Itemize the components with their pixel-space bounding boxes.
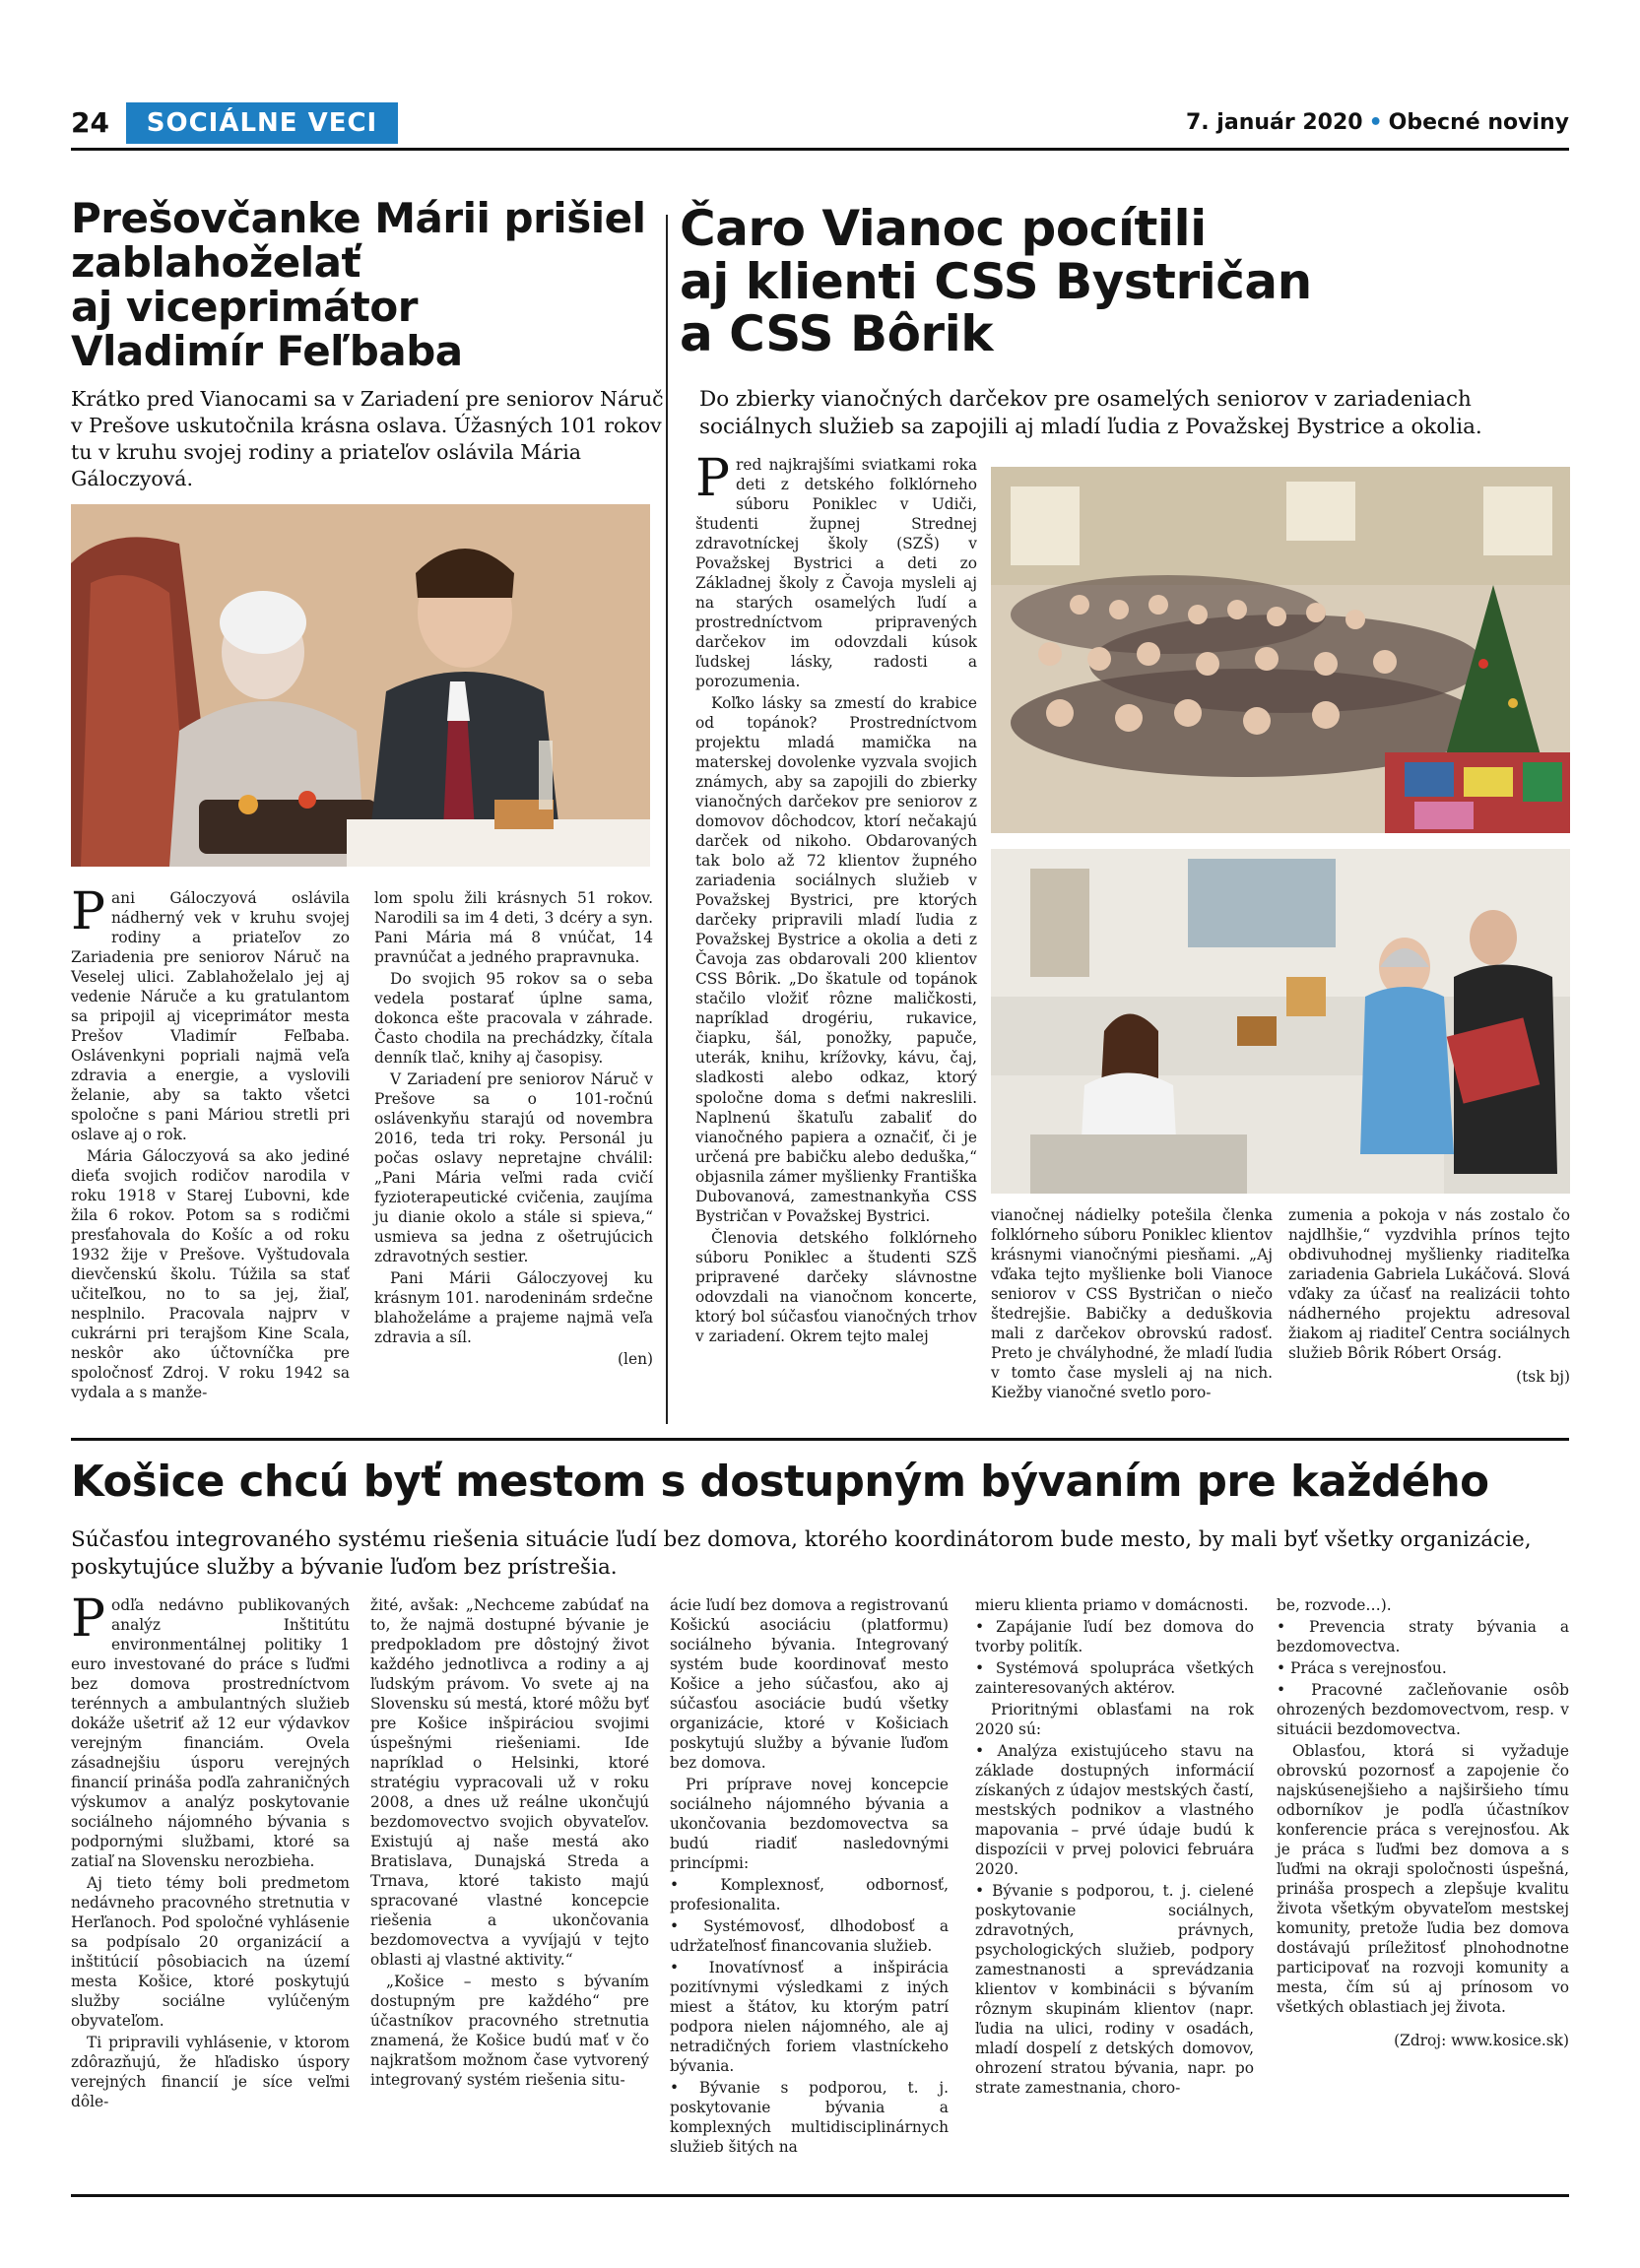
paragraph: žité, avšak: „Nechceme zabúdať na to, že najmä dostupné bývanie je predpokladom pre dôstojný život každého jednotlivca a rodiny a aj ľudským právom. Vo svete aj na Slovensku sú mestá, ktoré môžu byť pre Košice inšpiráciou svojimi úspešnými riešeniami. Ide napríklad o Helsinki, ktoré stratégiu vypracovali už v roku 2008, a dnes už reálne ukončujú bezdomovectvo svojich obyvateľov. Existujú aj naše mestá ako Bratislava, Dunajská Streda a Trnava, ktoré takisto majú spracované vlastné koncepcie riešenia a ukončovania bezdomovectva a vyvíjajú v tejto oblasti aj vlastné aktivity.“ — [370, 1596, 649, 1970]
article1-column-1 — [71, 882, 350, 1404]
article3-column-1 — [71, 1589, 350, 2113]
paragraph: Do svojich 95 rokov sa o seba vedela postarať úplne sama, dokonca ešte pracovala v záhrade. Často chodila na prechádzky, čítala denník tlač, knihy aj časopisy. — [374, 970, 653, 1068]
paragraph: Pani Márii Gáloczyovej ku krásnym 101. narodeninám srdečne blahoželáme a prajeme najmä veľa zdravia a síl. — [374, 1269, 653, 1347]
paragraph: Oblasťou, ktorá si vyžaduje obrovskú pozornosť a zapojenie čo najskúsenejšieho a najširšieho tímu odborníkov je podľa účastníkov konferencie práca s verejnosťou. Ak je práca s ľuďmi bez domova a s ľuďmi na okraji spoločnosti úspešná, prináša prospech a zlepšuje kvalitu života všetkým obyvateľom mestskej komunity, pretože ľudia bez domova dostávajú príležitosť plnohodnotne participovať na rozvoji komunity a mesta, čím sú aj prínosom vo všetkých oblastiach jej života. — [1277, 1742, 1569, 2017]
separator-bullet: • — [1368, 110, 1383, 135]
article2-photo-gifts — [991, 849, 1570, 1194]
header-rule — [71, 148, 1569, 151]
article2-headline — [680, 200, 1566, 362]
footer-rule — [71, 2194, 1569, 2197]
article2-headline-line: Čaro Vianoc pocítili — [680, 200, 1207, 257]
list-item: • Systémovosť, dlhodobosť a udržateľnosť financovania služieb. — [670, 1917, 949, 1956]
list-item: • Pracovné začleňovanie osôb ohrozených bezdomovectvom, resp. v situácii bezdomovectva. — [1277, 1681, 1569, 1739]
list-item: • Bývanie s podporou, t. j. poskytovanie bývania a komplexných multidisciplinárnych služieb šitých na — [670, 2079, 949, 2157]
list-item: • Analýza existujúceho stavu na základe dostupných informácií získaných z údajov mestských častí, mestských podnikov a vlastného mapovania – prvé údaje budú k dispozícii v prvej polovici februára 2020. — [975, 1742, 1254, 1879]
paragraph: be, rozvode…). — [1277, 1596, 1392, 1614]
article1-signature: (len) — [618, 1350, 653, 1369]
paragraph: Aj tieto témy boli predmetom nedávneho pracovného stretnutia v Herľanoch. Pod spoločné vyhlásenie sa podpísalo 20 organizácií a inštitúcií pôsobiacich na území mesta Košice, ktoré poskytujú služby sociálne vylúčeným obyvateľom. — [71, 1874, 350, 2031]
paragraph: Koľko lásky sa zmestí do krabice od topánok? Prostredníctvom projektu mladá mamička na materskej dovolenke vyzvala svojich známych, aby sa zapojili do zbierky vianočných darčekov pre seniorov z domovov dôchodcov, ktorí nečakajú darček od nikoho. Obdarovaných tak bolo až 72 klientov župného zariadenia sociálnych služieb v Považskej Bystrici, pre ktorých darčeky pripravili mladí ľudia z Považskej Bystrice a okolia a deti z Čavoja zas obdarovali 200 klientov CSS Bôrik. „Do škatule od topánok stačilo vložiť rôzne maličkosti, napríklad drogériu, rukavice, čiapku, šál, ponožky, papuče, uterák, knihu, krížovky, kávu, čaj, sladkosti alebo odkaz, ktorý spoločne doma s deťmi nakreslili. Naplnenú škatuľu zabaliť do vianočného papiera a označiť, či je určená pre babičku alebo deduška,“ objasnila zámer myšlienky Františka Dubovanová, zamestnankyňa CSS Bystričan v Považskej Bystrici. — [695, 694, 977, 1225]
issue-date-line — [1186, 110, 1569, 135]
paragraph: „Košice – mesto s bývaním dostupným pre každého“ pre účastníkov pracovného stretnutia znamená, že Košice budú mať v čo najkratšom možnom čase vytvorený integrovaný systém riešenia situ- — [370, 1973, 649, 2090]
article2-column-3 — [1288, 1205, 1570, 1389]
article3-column-4 — [975, 1595, 1254, 2100]
article3-column-2 — [370, 1595, 649, 2092]
article2-photo-audience — [991, 467, 1570, 833]
paragraph: ani Gáloczyová oslávila nádherný vek v kruhu svojej rodiny a priateľov zo Zariadenia pre seniorov Náruč na Veselej ulici. Zablahoželalo jej aj vedenie Náruče a ku gratulantom sa pripojil aj viceprimátor mesta Prešov Vladimír Feľbaba. Oslávenkyni popriali najmä veľa zdravia a energie, a vyslovili želanie, aby sa takto všetci spoločne s pani Máriou stretli pri oslave aj o rok. — [71, 889, 350, 1144]
section-rule — [71, 1438, 1569, 1441]
article3-signature: (Zdroj: www.kosice.sk) — [1394, 2032, 1569, 2050]
paragraph: zumenia a pokoja v nás zostalo čo najdlhšie,“ vyzdvihla prínos tejto obdivuhodnej myšlienky riaditeľka zariadenia Gabriela Lukáčová. Slová vďaky za účasť na realizácii tohto nádherného projektu adresoval žiakom aj riaditeľ Centra sociálnych služieb Bôrik Róbert Orság. — [1288, 1206, 1570, 1363]
article3-column-3 — [670, 1595, 949, 2159]
paragraph: Pri príprave novej koncepcie sociálneho nájomného bývania a ukončovania bezdomovectva sa budú riadiť nasledovnými princípmi: — [670, 1776, 949, 1873]
paragraph: red najkrajšími sviatkami roka deti z detského folklórneho súboru Poniklec v Udiči, študenti župnej Strednej zdravotníckej školy (SZŠ) v Považskej Bystrici a deti zo Základnej školy z Čavoja mysleli aj na starých osamelých ľudí a prostredníctvom pripravených darčekov im odovzdali kúsok ľudskej lásky, radosti a porozumenia. — [695, 456, 977, 691]
article1-headline-line: aj viceprimátor — [71, 282, 418, 331]
paragraph: Prioritnými oblasťami na rok 2020 sú: — [975, 1701, 1254, 1739]
article1-headline-line: zablahoželať — [71, 237, 361, 287]
paragraph: mieru klienta priamo v domácnosti. — [975, 1596, 1249, 1614]
list-item: • Bývanie s podporou, t. j. cielené poskytovanie sociálnych, zdravotných, právnych, psychologických služieb, podpory zamestnanosti a sprevádzania klientov v kombinácii s bývaním rôznym skupinám klientov (napr. ľudia na ulici, rodiny v osadách, mladí dospelí z detských domovov, ohrození stratou bývania, napr. po strate zamestnania, choro- — [975, 1882, 1254, 2098]
article1-headline — [71, 194, 682, 375]
column-divider — [666, 215, 668, 1424]
article2-lead: Do zbierky vianočných darčekov pre osamelých seniorov v zariadeniach sociálnych služieb sa zapojili aj mladí ľudia z Považskej Bystrice a okolia. — [699, 387, 1482, 440]
article1-dropcap: P — [71, 882, 105, 941]
article1-photo — [71, 504, 650, 867]
issue-date: 7. január 2020 — [1185, 110, 1363, 135]
list-item: • Inovatívnosť a inšpirácia pozitívnymi výsledkami z iných miest a štátov, ku ktorým patrí podpora nielen nájomného, ale aj netradičných foriem vlastníckeho bývania. — [670, 1959, 949, 2076]
paragraph: ácie ľudí bez domova a registrovanú Košickú asociáciu (platformu) sociálneho bývania. Integrovaný systém bude koordinovať mesto Košice a jeho súčasťou, ako aj súčasťou asociácie budú všetky organizácie, ktoré v Košiciach poskytujú služby a bývanie ľuďom bez domova. — [670, 1596, 949, 1773]
paragraph: odľa nedávno publikovaných analýz Inštitútu environmentálnej politiky 1 euro investované do práce s ľuďmi bez domova prostredníctvom terénnych a ambulantných služieb dokáže ušetriť až 12 eur výdavkov verejným financiám. Ovela zásadnejšiu úsporu verejných financií prináša podľa zahraničných výskumov a analýz poskytovanie sociálneho nájomného bývania s podpornými službami, ktoré sa zatiaľ na Slovensku nerozbieha. — [71, 1596, 350, 1871]
list-item: • Práca s verejnosťou. — [1277, 1659, 1447, 1678]
paragraph: V Zariadení pre seniorov Náruč v Prešove sa o 101-ročnú oslávenkyňu starajú od novembra 2016, teda tri roky. Personál ju počas oslavy nepretajne chválil: „Pani Mária veľmi rada cvičí fyzioterapeutické cvičenia, zaujíma ju dianie okolo a stále si spieva,“ usmieva sa jedna z ošetrujúcich zdravotných sestier. — [374, 1070, 653, 1266]
paragraph: lom spolu žili krásnych 51 rokov. Narodili sa im 4 deti, 3 dcéry a syn. Pani Mária má 8 vnúčat, 14 pravnúčat a jedného prapravnuka. — [374, 889, 653, 967]
article2-headline-line: aj klienti CSS Bystričan — [680, 252, 1312, 310]
paragraph: Členovia detského folklórneho súboru Poniklec a študenti SZŠ pripravené darčeky slávnostne odovzdali na vianočnom koncerte, ktorý bol súčasťou vianočných trhov v zariadení. Okrem tejto malej — [695, 1228, 977, 1345]
paragraph: Mária Gáloczyová sa ako jediné dieťa svojich rodičov narodila v roku 1918 v Starej Ľubovni, kde žila 6 rokov. Potom sa s rodičmi presťahovala do Košíc a od roku 1932 žije v Prešove. Vyštudovala dievčenskú školu. Túžila sa stať učiteľkou, no to sa jej, žiaľ, nesplnilo. Pracovala najprv v cukrárni pri terajšom Kine Scala, neskôr ako účtovníčka pre spoločnosť Zdroj. V roku 1942 sa vydala a s manže- — [71, 1147, 350, 1402]
article1-lead: Krátko pred Vianocami sa v Zariadení pre seniorov Náruč v Prešove uskutočnila krásna oslava. Úžasných 101 rokov tu v kruhu svojej rodiny a priateľov oslávila Mária Gáloczyová. — [71, 387, 664, 491]
article2-column-1 — [695, 449, 977, 1348]
article1-headline-line: Vladimír Feľbaba — [71, 326, 463, 375]
list-item: • Prevencia straty bývania a bezdomovectva. — [1277, 1618, 1569, 1656]
article3-dropcap: P — [71, 1589, 105, 1649]
article2-signature: (tsk bj) — [1516, 1368, 1570, 1387]
page-number: 24 — [71, 106, 109, 139]
article2-headline-line: a CSS Bôrik — [680, 305, 993, 362]
article2-column-2 — [991, 1205, 1273, 1404]
article1-headline-line: Prešovčanke Márii prišiel — [71, 194, 646, 242]
article2-dropcap: P — [695, 449, 730, 508]
paragraph: vianočnej nádielky potešila členka folklórneho súboru Poniklec klientov krásnymi vianočnými piesňami. „Aj vďaka tejto myšlienke boli Vianoce seniorov v CSS Bystričan o niečo štedrejšie. Babičky a deduškovia mali z darčekov obrovskú radosť. Preto je chvályhodné, že mladí ľudia v tomto čase mysleli aj na nich. Kiežby vianočné svetlo poro- — [991, 1206, 1273, 1402]
list-item: • Komplexnosť, odbornosť, profesionalita. — [670, 1876, 949, 1914]
section-label: SOCIÁLNE VECI — [126, 102, 398, 144]
list-item: • Zapájanie ľudí bez domova do tvorby politík. — [975, 1618, 1254, 1656]
article3-lead: Súčasťou integrovaného systému riešenia situácie ľudí bez domova, ktorého koordinátorom bude mesto, by mali byť všetky organizácie, poskytujúce služby a bývanie ľuďom bez prístrešia. — [71, 1527, 1532, 1581]
article1-column-2 — [374, 888, 653, 1371]
list-item: • Systémová spolupráca všetkých zainteresovaných aktérov. — [975, 1659, 1254, 1698]
article3-column-5 — [1277, 1595, 1569, 2052]
publication-name: Obecné noviny — [1388, 110, 1569, 135]
paragraph: Ti pripravili vyhlásenie, v ktorom zdôrazňujú, že hľadisko úspory verejných financií je síce veľmi dôle- — [71, 2034, 350, 2111]
article3-headline: Košice chcú byť mestom s dostupným bývaním pre každého — [71, 1458, 1489, 1507]
